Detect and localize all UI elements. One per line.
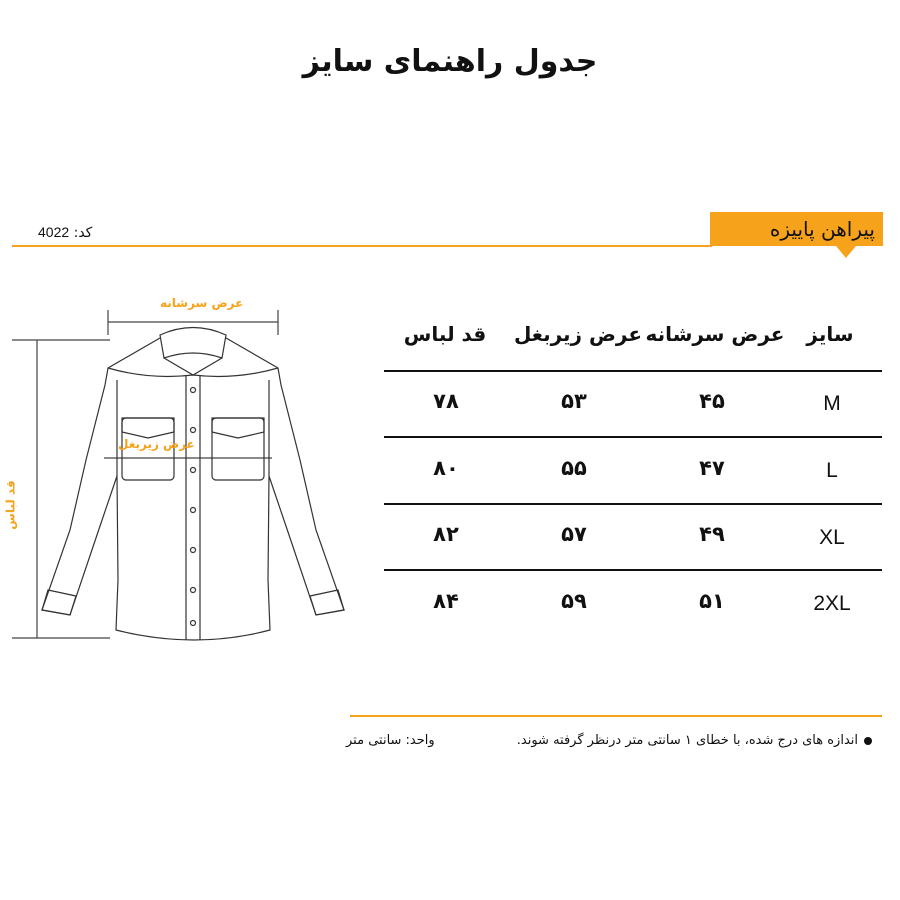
product-name-tab: پیراهن پاییزه — [710, 212, 883, 246]
table-divider — [384, 436, 882, 438]
shirt-diagram — [0, 280, 380, 660]
table-divider — [384, 569, 882, 571]
table-cell-size: L — [826, 459, 838, 482]
table-divider — [384, 503, 882, 505]
table-cell-shoulder: ۴۹ — [699, 522, 725, 546]
header-length: قد لباس — [403, 322, 487, 346]
product-code-value: 4022 — [38, 224, 70, 240]
product-code — [38, 224, 92, 241]
header-shoulder: عرض سرشانه — [645, 322, 785, 346]
product-code-label: کد: — [73, 225, 93, 241]
table-cell-length: ۸۲ — [433, 522, 459, 546]
product-tab-notch — [836, 246, 856, 258]
table-cell-size: 2XL — [813, 592, 851, 615]
header-chest: عرض زیربغل — [513, 322, 643, 346]
table-cell-length: ۸۰ — [433, 456, 459, 480]
table-cell-chest: ۵۵ — [561, 456, 587, 480]
table-cell-chest: ۵۹ — [561, 589, 587, 613]
footer-note — [517, 733, 872, 748]
header-size: سایز — [806, 322, 854, 346]
bullet-icon — [864, 737, 872, 745]
footer-note-text: اندازه های درج شده، با خطای ۱ سانتی متر درنظر گرفته شوند. — [516, 733, 858, 748]
table-cell-size: M — [823, 392, 841, 415]
header-divider — [12, 245, 712, 247]
table-cell-size: XL — [819, 526, 845, 549]
table-cell-chest: ۵۷ — [561, 522, 587, 546]
page-title: جدول راهنمای سایز — [302, 44, 598, 79]
table-cell-chest: ۵۳ — [561, 389, 587, 413]
shoulder-width-label: عرض سرشانه — [160, 296, 244, 310]
footer-unit: واحد: سانتی متر — [346, 733, 435, 748]
table-cell-length: ۷۸ — [433, 389, 459, 413]
table-cell-shoulder: ۴۷ — [699, 456, 725, 480]
table-cell-shoulder: ۴۵ — [699, 389, 725, 413]
table-cell-shoulder: ۵۱ — [699, 589, 725, 613]
table-divider — [384, 370, 882, 372]
chest-width-label: عرض زیربغل — [118, 437, 195, 451]
footer-divider — [350, 715, 882, 717]
table-cell-length: ۸۴ — [433, 589, 459, 613]
garment-length-label: قد لباس — [3, 480, 18, 530]
